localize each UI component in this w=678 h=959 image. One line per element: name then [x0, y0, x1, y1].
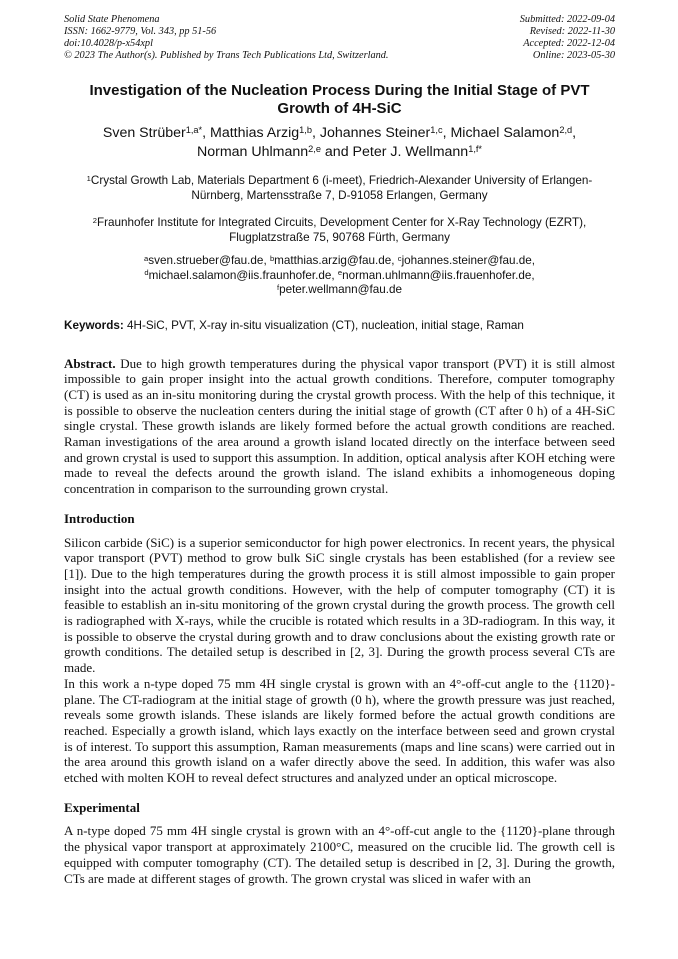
author-separator: and: [320, 144, 353, 160]
email-separator: ,: [331, 268, 338, 282]
affiliation-text: Crystal Growth Lab, Materials Department 6 (i-meet), Friedrich-Alexander University of Erlangen-Nürnberg, Martensstraße 7, D-91058 Erlangen, Germany: [90, 174, 593, 202]
email-list: [64, 254, 615, 298]
keywords-text: 4H-SiC, PVT, X-ray in-situ visualization (CT), nucleation, initial stage, Raman: [127, 318, 524, 332]
email-address[interactable]: sven.strueber@fau.de: [148, 254, 264, 267]
email-sup: c: [397, 253, 402, 263]
journal-name: Solid State Phenomena: [64, 14, 160, 25]
author-name: Michael Salamon: [450, 125, 560, 141]
accepted-date: Accepted: 2022-12-04: [523, 38, 615, 49]
email-separator: ,: [263, 254, 270, 267]
author-name: Johannes Steiner: [319, 125, 431, 141]
affiliation-sup: 1: [86, 173, 91, 183]
journal-info: [64, 14, 388, 62]
copyright-line: © 2023 The Author(s). Published by Trans Tech Publications Ltd, Switzerland.: [64, 50, 389, 61]
author-separator: ,: [442, 125, 451, 141]
journal-header: [64, 14, 615, 62]
issn-line: ISSN: 1662-9779, Vol. 343, pp 51-56: [64, 26, 217, 37]
email-separator: ,: [531, 268, 535, 282]
email-separator: ,: [391, 254, 398, 267]
email-address[interactable]: matthias.arzig@fau.de: [274, 254, 392, 267]
author-sup: 1,a*: [185, 124, 203, 135]
author-separator: ,: [572, 125, 577, 141]
author-list: [64, 124, 615, 162]
author-sup: 1,c: [430, 124, 443, 135]
email-separator: ,: [531, 254, 535, 267]
submitted-date: Submitted: 2022-09-04: [519, 14, 615, 25]
author-sup: 2,d: [559, 124, 573, 135]
email-sup: f: [276, 282, 280, 292]
doi-line: doi:10.4028/p-x54xpl: [64, 38, 153, 49]
author-separator: ,: [311, 125, 320, 141]
author-sup: 1,b: [299, 124, 312, 135]
email-sup: e: [337, 268, 343, 278]
email-address[interactable]: peter.wellmann@fau.de: [279, 283, 403, 296]
revised-date: Revised: 2022-11-30: [529, 26, 615, 37]
email-sup: a: [144, 253, 149, 263]
affiliation-1: [64, 173, 615, 203]
abstract-label: Abstract.: [64, 355, 116, 371]
keywords-label: Keywords:: [64, 318, 124, 332]
affiliation-sup: 2: [92, 215, 97, 225]
author-name: Norman Uhlmann: [196, 144, 309, 160]
author-sup: 1,f*: [468, 143, 483, 154]
experimental-heading: Experimental: [64, 799, 140, 815]
introduction-heading: Introduction: [64, 510, 135, 526]
keywords: [64, 318, 615, 333]
email-sup: b: [269, 253, 275, 263]
abstract-text: Due to high growth temperatures during the physical vapor transport (PVT) it is still almost impossible to gain proper insight into the actual growth conditions. Therefore, computer tomography (CT) is used as an in-situ monitoring during the crystal growth process. With the help of this technique, it is possible to observe the nucleation centers during the initial stage of growth (CT after 0 h) of a 4H-SiC single crystal. These growth islands are likely formed before the actual growth conditions are reached. Raman investigations of the area around a growth island located directly on the interface between seed and grown crystal is used to support this assumption. In addition, optical analysis after KOH etching were made to reveal the defects around the growth island. The island exhibits a inhomogeneous doping concentration in comparison to the surrounding grown crystal.: [64, 355, 615, 497]
author-sup: 2,e: [308, 143, 321, 154]
author-name: Matthias Arzig: [210, 125, 300, 141]
introduction-paragraph-2: In this work a n-type doped 75 mm 4H single crystal is grown with an 4°-off-cut angle to the {112̄0}-plane. The CT-radiogram at the initial stage of growth (0 h), where the growth pressure was just reached, reveals some growth islands. These islands are likely formed before the actual growth conditions are reached. Especially a growth island, which lays exactly on the interface between seed and grown crystal is of interest. To support this assumption, Raman measurements (maps and line scans) were carried out in the area around this growth island on a wafer directly above the seed. In addition, this wafer was also etched with molten KOH to reveal defect structures and analyzed under an optical microscope.: [64, 675, 615, 786]
introduction-paragraph-1: Silicon carbide (SiC) is a superior semiconductor for high power electronics. In recent years, the physical vapor transport (PVT) method to grow bulk SiC single crystals has been established (for a review see [1]). Due to the high temperatures during the growth process it is still almost impossible to gain proper insight into the actual growth conditions. However, with the help of computer tomography (CT) it is feasible to establish an in-situ monitoring of the grown crystal during the growth process. The growth cell is radiographed with X-rays, while the crucible is rotated which results in a 3D-radiogram. In this way, it is possible to observe the crystal during growth and to draw conclusions about the existing growth rate or growth conditions. The detailed setup is described in [2, 3]. During the growth process several CTs are made.: [64, 534, 615, 676]
author-name: Peter J. Wellmann: [352, 144, 469, 160]
email-sup: d: [144, 268, 149, 278]
author-name: Sven Strüber: [102, 125, 186, 141]
email-address[interactable]: johannes.steiner@fau.de: [401, 254, 532, 267]
affiliation-text: Fraunhofer Institute for Integrated Circuits, Development Center for X-Ray Technology (EZRT), Flugplatzstraße 75, 90768 Fürth, Germany: [96, 216, 587, 244]
affiliation-2: [64, 215, 615, 245]
abstract: [64, 356, 615, 497]
email-address[interactable]: michael.salamon@iis.fraunhofer.de: [148, 268, 332, 282]
publication-dates: [520, 14, 615, 62]
paper-page: [64, 14, 615, 886]
paper-title: Investigation of the Nucleation Process During the Initial Stage of PVT Growth of 4H-SiC: [89, 82, 590, 117]
online-date: Online: 2023-05-30: [532, 50, 615, 61]
author-separator: ,: [202, 125, 211, 141]
experimental-paragraph-1: A n-type doped 75 mm 4H single crystal is grown with an 4°-off-cut angle to the {112̄0}-plane through the physical vapor transport at approximately 2100°C, measured on the crucible lid. The growth cell is equipped with computer tomography (CT). The detailed setup is described in [2, 3]. During the growth, CTs are made at different stages of growth. The grown crystal was sliced in wafer with an: [64, 823, 615, 886]
email-address[interactable]: norman.uhlmann@iis.frauenhofer.de: [342, 268, 532, 282]
